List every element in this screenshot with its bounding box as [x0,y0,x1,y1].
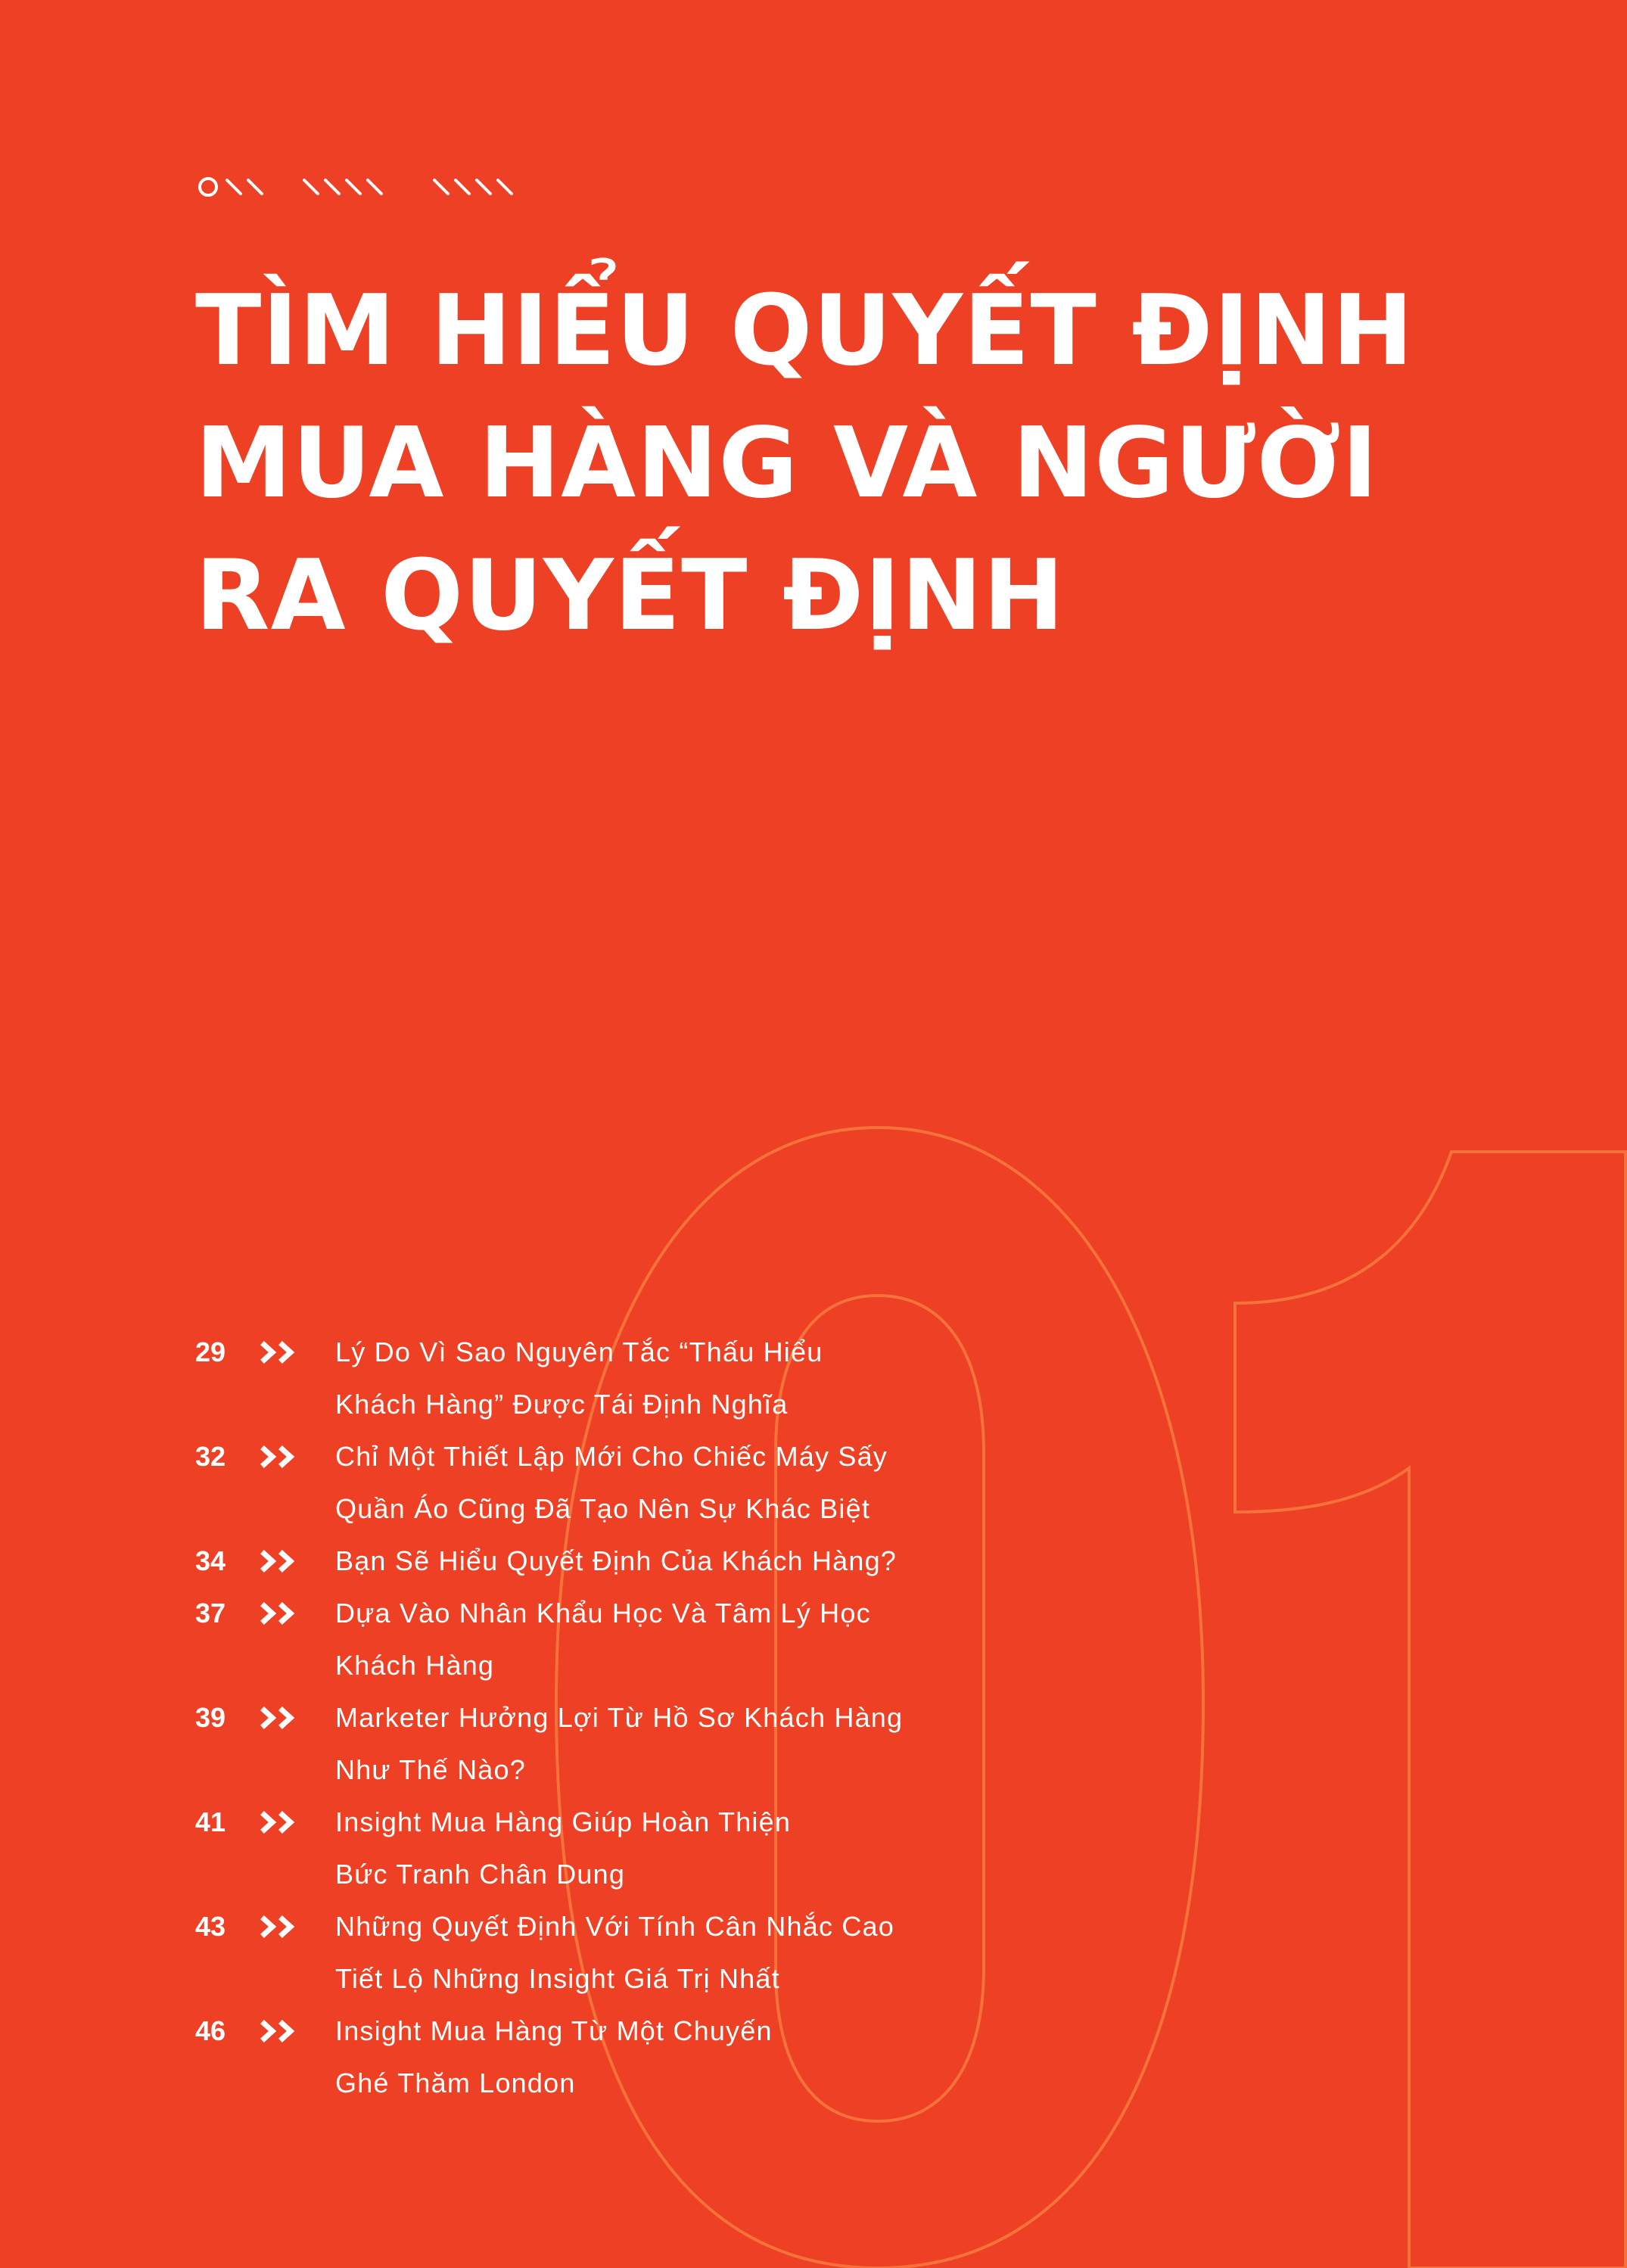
double-chevron-right-icon [260,1691,335,1744]
digit-one [1235,1152,1625,2268]
toc-entry-title-line: Như Thế Nào? [335,1754,526,1785]
toc-entry[interactable] [195,1430,1028,1535]
toc-entry[interactable] [195,1535,1028,1587]
toc-entry-title-line: Bạn Sẽ Hiểu Quyết Định Của Khách Hàng? [335,1545,897,1576]
toc-entry[interactable] [195,1587,1028,1691]
toc-page-number: 29 [195,1336,226,1367]
toc-entry-title-line: Khách Hàng” Được Tái Định Nghĩa [335,1389,789,1420]
toc-entry-title [335,1326,1028,1430]
toc-entry-title [335,1587,1028,1691]
toc-page-number: 37 [195,1598,226,1629]
toc-entry-title-line: Bức Tranh Chân Dung [335,1859,626,1890]
toc-entry-title-line: Marketer Hưởng Lợi Từ Hồ Sơ Khách Hàng [335,1702,904,1733]
toc-entry-title-line: Dựa Vào Nhân Khẩu Học Và Tâm Lý Học [335,1598,871,1629]
double-chevron-right-icon [260,2005,335,2057]
toc-entry-title [335,1900,1028,2005]
circle-and-slashes-icon [195,176,543,198]
toc-page-number: 43 [195,1911,226,1942]
toc-entry-title [335,1796,1028,1900]
toc-entry-title [335,1535,1028,1587]
double-chevron-right-icon [260,1587,335,1639]
toc-entry-title-line: Chỉ Một Thiết Lập Mới Cho Chiếc Máy Sấy [335,1441,888,1472]
toc-entry-title-line: Tiết Lộ Những Insight Giá Trị Nhất [335,1963,780,1994]
toc-page-number: 46 [195,2015,226,2046]
toc-page-number: 32 [195,1441,226,1472]
toc-page-number: 41 [195,1806,226,1837]
toc-entry[interactable] [195,2005,1028,2109]
toc-entry-title-line: Những Quyết Định Với Tính Cân Nhắc Cao [335,1911,894,1942]
toc-entry-title [335,2005,1028,2109]
double-chevron-right-icon [260,1326,335,1378]
toc-page-number: 34 [195,1545,226,1576]
toc-entry-title [335,1430,1028,1535]
chapter-title-line: TÌM HIỂU QUYẾT ĐỊNH [195,275,1414,387]
double-chevron-right-icon [260,1535,335,1587]
double-chevron-right-icon [260,1900,335,1952]
toc-entry[interactable] [195,1796,1028,1900]
toc-entry-title-line: Insight Mua Hàng Giúp Hoàn Thiện [335,1806,792,1837]
toc-entry[interactable] [195,1326,1028,1430]
toc-entry-title-line: Ghé Thăm London [335,2067,576,2098]
toc-entry-title-line: Quần Áo Cũng Đã Tạo Nên Sự Khác Biệt [335,1493,871,1524]
chapter-title-line: MUA HÀNG VÀ NGƯỜI [195,407,1379,520]
toc-page-number: 39 [195,1702,226,1733]
toc-entry-title [335,1691,1028,1796]
double-chevron-right-icon [260,1430,335,1482]
chapter-title-line: RA QUYẾT ĐỊNH [195,540,1065,652]
toc-entry[interactable] [195,1900,1028,2005]
toc-entry-title-line: Insight Mua Hàng Từ Một Chuyến [335,2015,773,2046]
table-of-contents [195,1326,1028,2109]
toc-entry[interactable] [195,1691,1028,1796]
chapter-title [195,265,1557,662]
toc-entry-title-line: Khách Hàng [335,1650,495,1681]
toc-entry-title-line: Lý Do Vì Sao Nguyên Tắc “Thấu Hiểu [335,1336,823,1367]
double-chevron-right-icon [260,1796,335,1848]
